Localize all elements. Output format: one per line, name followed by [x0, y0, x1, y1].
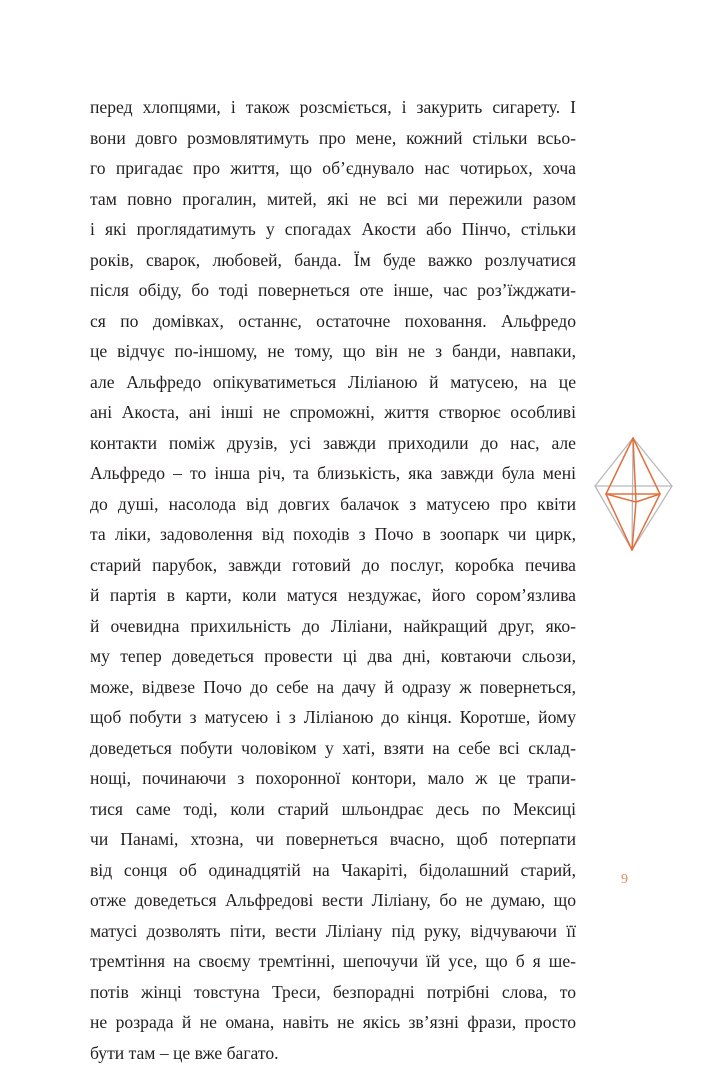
body-text: [90, 92, 576, 1068]
text-line: і які проглядатимуть у спогадах Акости або Пінчо, стільки: [90, 214, 576, 245]
text-line: го пригадає про життя, що об’єднувало нас чотирьох, хоча: [90, 153, 576, 184]
text-line: після обіду, бо тоді повернеться оте інше, час роз’їжджати-: [90, 275, 576, 306]
text-line: й партія в карти, коли матуся нездужає, його сором’язлива: [90, 580, 576, 611]
text-line: тремтіння на своєму тремтінні, шепочучи їй усе, що б я ше-: [90, 946, 576, 977]
text-line: може, відвезе Почо до себе на дачу й одразу ж повернеться,: [90, 672, 576, 703]
text-line: ся по домівках, останнє, остаточне поховання. Альфредо: [90, 306, 576, 337]
text-line: це відчує по-іншому, не тому, що він не з банди, навпаки,: [90, 336, 576, 367]
text-line: потів жінці товстуна Треси, безпорадні потрібні слова, то: [90, 977, 576, 1008]
text-line: контакти поміж друзів, усі завжди приходили до нас, але: [90, 428, 576, 459]
text-line: тися саме тоді, коли старий шльондрає десь по Мексиці: [90, 794, 576, 825]
text-line: старий парубок, завжди готовий до послуг, коробка печива: [90, 550, 576, 581]
text-line: доведеться побути чоловіком у хаті, взяти на себе всі склад-: [90, 733, 576, 764]
text-line: але Альфредо опікуватиметься Ліліаною й матусею, на це: [90, 367, 576, 398]
text-line: та ліки, задоволення від походів з Почо в зоопарк чи цирк,: [90, 519, 576, 550]
text-line: щоб побути з матусею і з Ліліаною до кінця. Коротше, йому: [90, 702, 576, 733]
text-line: не розрада й не омана, навіть не якісь зв’язні фрази, просто: [90, 1007, 576, 1038]
text-line: до душі, насолода від довгих балачок з матусею про квіти: [90, 489, 576, 520]
text-line: Альфредо – то інша річ, та близькість, яка завжди була мені: [90, 458, 576, 489]
text-line: нощі, починаючи з похоронної контори, мало ж це трапи-: [90, 763, 576, 794]
text-line: перед хлопцями, і також розсміється, і закурить сигарету. І: [90, 92, 576, 123]
text-line: матусі дозволять піти, вести Ліліану під руку, відчуваючи її: [90, 916, 576, 947]
text-line: отже доведеться Альфредові вести Ліліану, бо не думаю, що: [90, 885, 576, 916]
text-line: років, сварок, любовей, банда. Їм буде важко розлучатися: [90, 245, 576, 276]
text-line-last: бути там – це вже багато.: [90, 1038, 576, 1068]
text-line: там повно прогалин, митей, які не всі ми пережили разом: [90, 184, 576, 215]
octahedron-icon: [592, 436, 674, 552]
page-number: 9: [621, 873, 628, 887]
text-line: вони довго розмовлятимуть про мене, кожний стільки всьо-: [90, 123, 576, 154]
text-line: й очевидна прихильність до Ліліани, найкращий друг, яко-: [90, 611, 576, 642]
text-line: чи Панамі, хтозна, чи повернеться вчасно, щоб потерпати: [90, 824, 576, 855]
text-line: ані Акоста, ані інші не спроможні, життя створює особливі: [90, 397, 576, 428]
text-line: му тепер доведеться провести ці два дні, ковтаючи сльози,: [90, 641, 576, 672]
text-line: від сонця об одинадцятій на Чакаріті, бідолашний старий,: [90, 855, 576, 886]
